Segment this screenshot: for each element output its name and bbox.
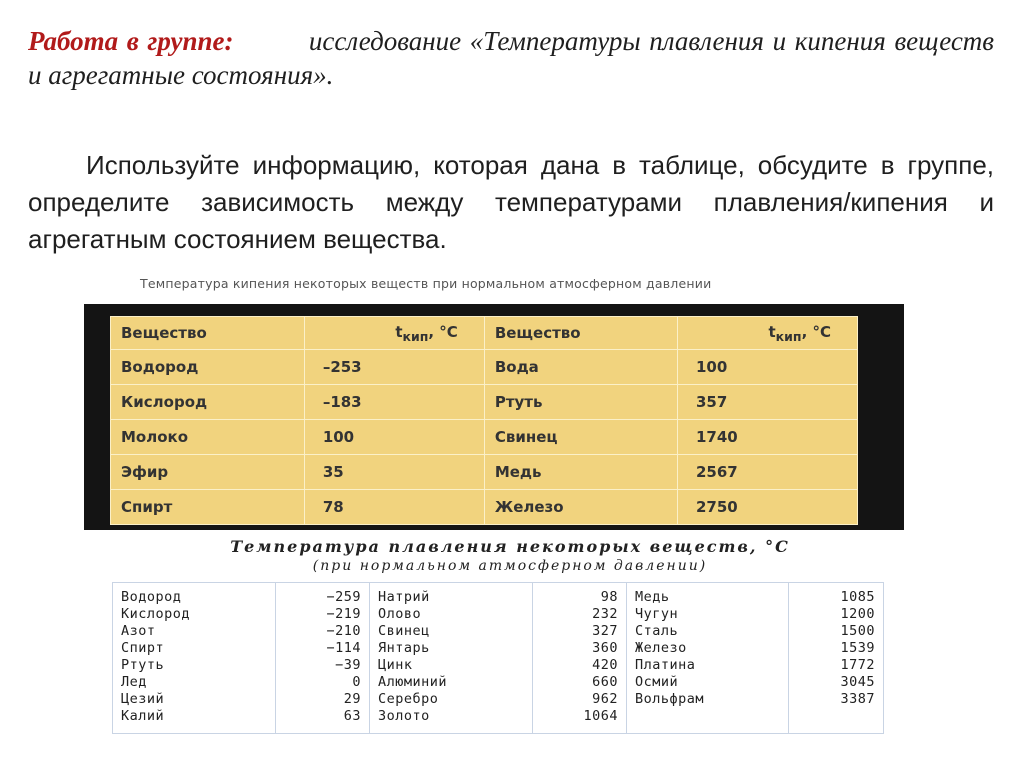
melting-temp-value: −114: [326, 640, 361, 656]
table-row: [111, 455, 858, 490]
boiling-table: [110, 316, 858, 525]
melting-table: [112, 582, 884, 734]
melting-substance-name: Осмий: [634, 674, 679, 690]
melting-substance-name: Азот: [121, 623, 156, 639]
table-row: [111, 420, 858, 455]
melting-substance-name: Натрий: [377, 589, 430, 605]
boiling-temp-value: 2750: [677, 490, 857, 525]
group-work-label: Работа в группе:: [28, 26, 234, 56]
research-title: исследование «Температуры плавления и кипения веществ и агрегатные состояния».: [28, 26, 995, 90]
melting-temp-value: 1539: [840, 640, 875, 656]
substance-name: Молоко: [111, 420, 305, 455]
boiling-temp-value: 100: [677, 350, 857, 385]
melting-substance-name: Чугун: [634, 606, 679, 622]
table-row: [111, 350, 858, 385]
boiling-temp-value: 2567: [677, 455, 857, 490]
melting-substance-name: Янтарь: [377, 640, 430, 656]
melting-substance-name: Сталь: [634, 623, 679, 639]
table-row: [111, 490, 858, 525]
boiling-temp-value: 1740: [677, 420, 857, 455]
boiling-temp-value: 357: [677, 385, 857, 420]
melting-substance-name: Медь: [634, 589, 670, 605]
table-row: [113, 583, 884, 734]
melting-substance-name: Алюминий: [377, 674, 448, 690]
boiling-temp-value: 78: [304, 490, 484, 525]
melting-substance-name: Водород: [121, 589, 182, 605]
melting-caption-title: Температура плавления некоторых веществ, °C: [230, 537, 790, 556]
boiling-temp-value: 100: [304, 420, 484, 455]
melting-names-column: [626, 583, 789, 734]
melting-temp-value: 3387: [840, 691, 875, 707]
melting-substance-name: Серебро: [377, 691, 439, 707]
slide-header: [28, 24, 994, 92]
substance-header: Вещество: [111, 317, 305, 350]
melting-values-column: [275, 583, 369, 734]
instruction-text: Используйте информацию, которая дана в таблице, обсудите в группе, определите зависимость между температурами плавления/кипения и агрегатным состоянием вещества.: [28, 150, 994, 254]
boiling-temp-value: –183: [304, 385, 484, 420]
melting-temp-value: 1064: [583, 708, 618, 724]
boiling-temp-header: $t_{кип}$, °C: [677, 317, 857, 350]
melting-temp-value: 360: [592, 640, 618, 656]
melting-caption-subtitle: (при нормальном атмосферном давлении): [312, 558, 708, 574]
melting-substance-name: Ртуть: [121, 657, 165, 673]
melting-substance-name: Свинец: [377, 623, 430, 639]
melting-substance-name: Калий: [121, 708, 165, 724]
melting-temp-value: 0: [352, 674, 361, 690]
melting-temp-value: −39: [335, 657, 361, 673]
melting-substance-name: Олово: [377, 606, 422, 622]
melting-temp-value: 1772: [840, 657, 875, 673]
melting-temp-value: 1500: [840, 623, 875, 639]
melting-substance-name: Кислород: [121, 606, 191, 622]
substance-name: Медь: [484, 455, 677, 490]
melting-substance-name: Платина: [634, 657, 696, 673]
substance-name: Кислород: [111, 385, 305, 420]
melting-substance-name: Железо: [634, 640, 687, 656]
substance-name: Железо: [484, 490, 677, 525]
boiling-temp-value: 35: [304, 455, 484, 490]
boiling-temp-value: –253: [304, 350, 484, 385]
melting-temp-value: 3045: [840, 674, 875, 690]
melting-temp-value: −259: [326, 589, 361, 605]
melting-substance-name: Вольфрам: [634, 691, 704, 707]
melting-names-column: [369, 583, 532, 734]
melting-substance-name: Спирт: [121, 640, 165, 656]
substance-name: Эфир: [111, 455, 305, 490]
substance-name: Спирт: [111, 490, 305, 525]
melting-substance-name: Цинк: [377, 657, 413, 673]
substance-name: Ртуть: [484, 385, 677, 420]
melting-temp-value: 98: [600, 589, 618, 605]
substance-name: Вода: [484, 350, 677, 385]
melting-temp-value: 962: [592, 691, 618, 707]
table-row: [111, 385, 858, 420]
melting-temp-value: −210: [326, 623, 361, 639]
melting-substance-name: Золото: [377, 708, 430, 724]
substance-name: Свинец: [484, 420, 677, 455]
melting-temp-value: −219: [326, 606, 361, 622]
melting-temp-value: 1085: [840, 589, 875, 605]
melting-values-column: [532, 583, 626, 734]
melting-substance-name: Цезий: [121, 691, 165, 707]
boiling-table-header-row: [111, 317, 858, 350]
melting-names-column: [113, 583, 276, 734]
melting-temp-value: 63: [343, 708, 361, 724]
melting-substance-name: Лед: [121, 674, 147, 690]
substance-header: Вещество: [484, 317, 677, 350]
melting-temp-value: 660: [592, 674, 618, 690]
melting-table-caption: [150, 536, 870, 575]
boiling-temp-header: $t_{кип}$, °C: [304, 317, 484, 350]
melting-temp-value: 232: [592, 606, 618, 622]
melting-temp-value: 29: [343, 691, 361, 707]
boiling-table-caption: Температура кипения некоторых веществ при нормальном атмосферном давлении: [140, 276, 712, 291]
substance-name: Водород: [111, 350, 305, 385]
melting-temp-value: 327: [592, 623, 618, 639]
melting-temp-value: 1200: [840, 606, 875, 622]
melting-values-column: [789, 583, 884, 734]
melting-temp-value: 420: [592, 657, 618, 673]
